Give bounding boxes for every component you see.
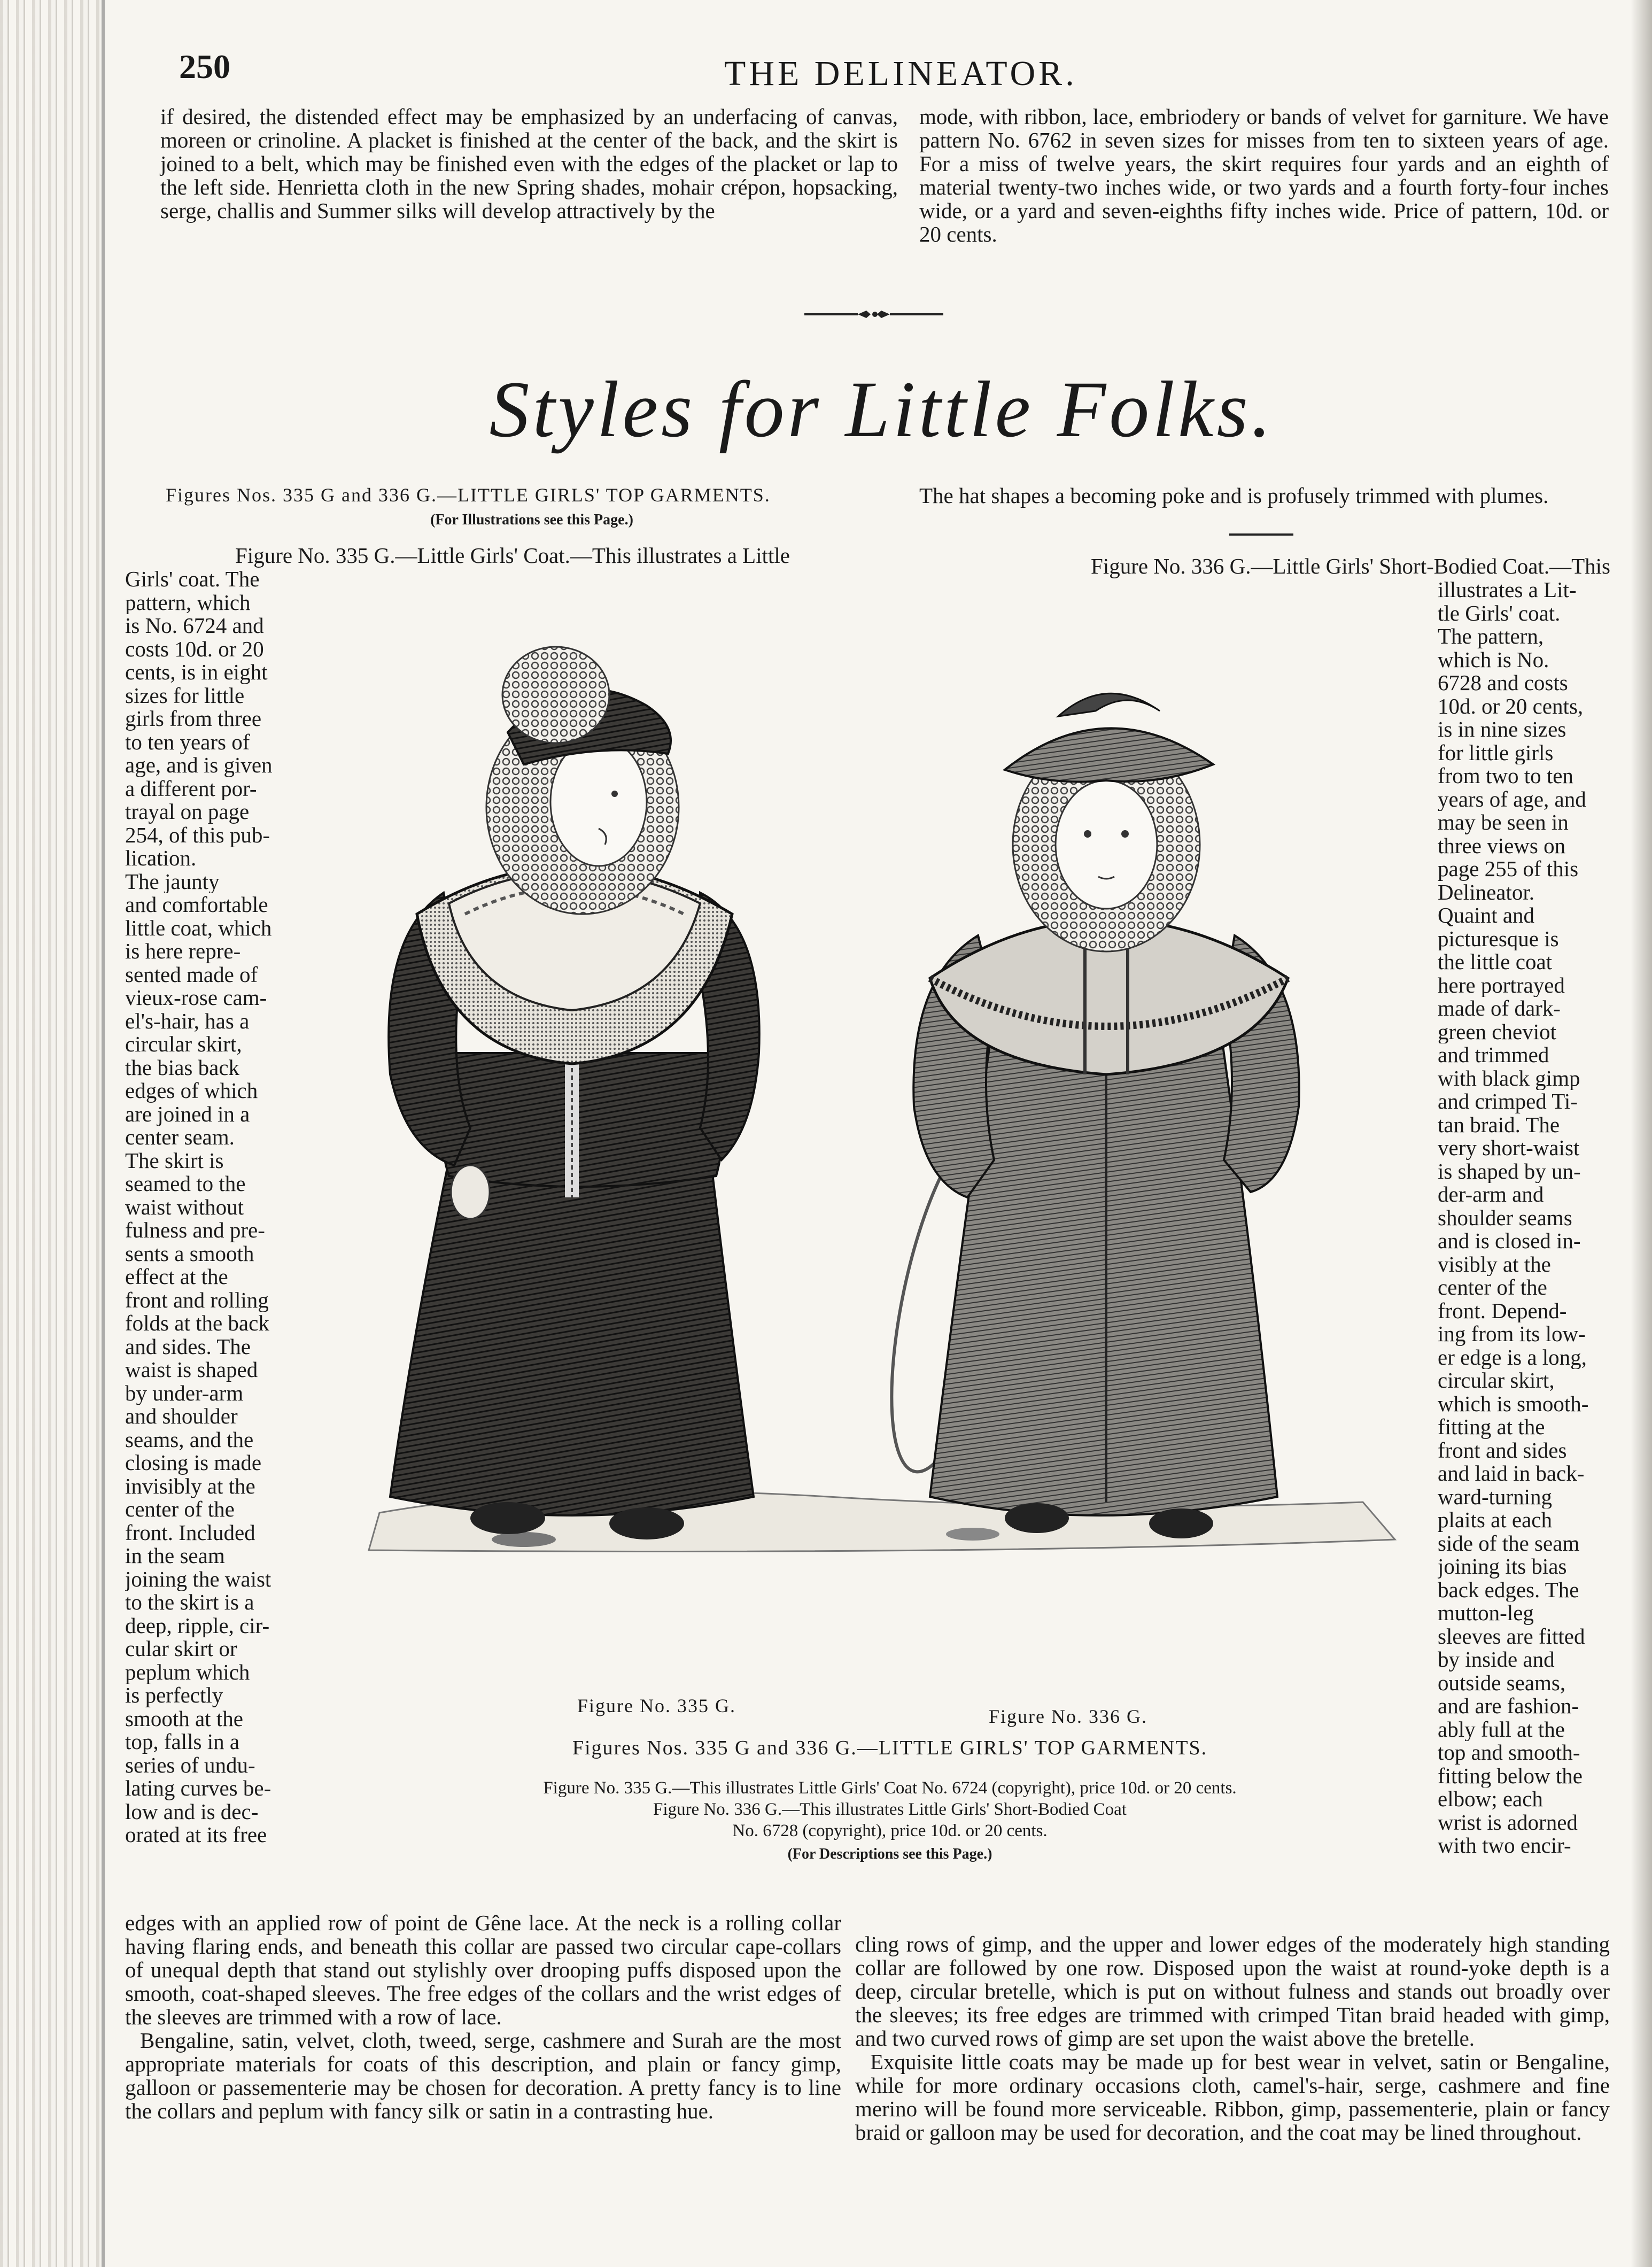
fig336-line: tan braid. The [1438,1113,1560,1136]
figure-336-label: Figure No. 336 G. [989,1706,1147,1727]
fig336-line: fitting at the [1438,1415,1545,1439]
fig335-line: low and is dec- [125,1800,259,1823]
fig336-line: and is closed in- [1438,1229,1581,1253]
fig335-line: girls from three [125,707,262,731]
desc-note: (For Descriptions see this Page.) [787,1846,992,1862]
fig336-line: green cheviot [1438,1020,1556,1043]
figure-335-girl [389,647,759,1539]
fig336-line: the little coat [1438,950,1553,974]
fig336-continuation [855,1932,1610,2144]
fig335-line: fulness and pre- [125,1219,265,1242]
fig335-lead: Figure No. 335 G.—Little Girls' Coat.—This illustrates a Little [235,543,790,568]
publication-title: THE DELINEATOR. [724,54,1077,93]
fig336-line: page 255 of this [1438,857,1579,881]
desc-335: Figure No. 335 G.—This illustrates Little Girls' Coat No. 6724 (copyright), price 10d. or 20 cents. [543,1778,1237,1798]
fig336-line: der-arm and [1438,1183,1544,1206]
fig335-continuation [125,1911,841,2123]
fig335-line: are joined in a [125,1102,250,1126]
fig336-line: tle Girls' coat. [1438,601,1561,625]
fig335-line: top, falls in a [125,1730,240,1754]
fig335-line: and comfortable [125,893,268,917]
fig335-line: invisibly at the [125,1474,255,1498]
right-intro: The hat shapes a becoming poke and is profusely trimmed with plumes. [919,483,1549,508]
girls-coats-engraving [347,593,1432,1598]
left-heading-sub: (For Illustrations see this Page.) [430,512,633,528]
top-left-text: if desired, the distended effect may be emphasized by an underfacing of canvas, moreen or crinoline. A placket is finished at the center of the back, and the skirt is joined to a belt, which may be finished even with the edges of the placket or lap to the left side. Henrietta cloth in the new Spring shades, mohair crépon, hopsacking, serge, challis and Summer silks will develop attractively by the [160,104,898,223]
top-left-column [160,105,898,222]
fig336-line: which is No. [1438,648,1549,671]
fig335-line: seams, and the [125,1428,254,1451]
fig335-line: in the seam [125,1544,225,1568]
fig336-line: 10d. or 20 cents, [1438,694,1584,718]
fig336-line: outside seams, [1438,1671,1566,1695]
fig336-line: and trimmed [1438,1043,1549,1067]
desc-336-a: Figure No. 336 G.—This illustrates Little Girls' Short-Bodied Coat [653,1800,1127,1819]
fig335-narrow-column [125,568,336,1847]
fig336-line: Delineator. [1438,880,1535,904]
fig336-line: picturesque is [1438,927,1559,950]
fig336-line: circular skirt, [1438,1369,1555,1392]
fig336-line: front and sides [1438,1438,1567,1462]
fig336-line: and laid in back- [1438,1462,1585,1485]
fig335-continuation-text: edges with an applied row of point de Gêne lace. At the neck is a rolling collar having flaring ends, and beneath this collar are passed two circular cape-collars of unequal depth that stand out stylishly over drooping puffs disposed upon the smooth, coat-shaped sleeves. The free edges of the collars and the wrist edges of the sleeves are trimmed with a row of lace. [125,1910,841,2029]
fig336-line: side of the seam [1438,1531,1580,1555]
figure-335-label: Figure No. 335 G. [577,1695,736,1716]
fig335-line: lating curves be- [125,1777,272,1800]
fig335-line: little coat, which [125,916,272,940]
illustration-caption: Figures Nos. 335 G and 336 G.—LITTLE GIRLS' TOP GARMENTS. [572,1737,1208,1759]
fig335-line: by under-arm [125,1381,244,1405]
top-right-column [919,105,1609,246]
fig336-line: is shaped by un- [1438,1159,1581,1183]
fig336-narrow-column [1438,578,1610,1858]
fig336-line: which is smooth- [1438,1392,1589,1415]
fig336-line: years of age, and [1438,787,1586,811]
fig336-line: mutton-leg [1438,1601,1534,1625]
fig336-line: sleeves are fitted [1438,1624,1585,1648]
fig336-line: fitting below the [1438,1764,1583,1788]
fig336-line: elbow; each [1438,1788,1543,1811]
illustration-descriptions [347,1777,1432,1865]
page-edge [1631,0,1652,2267]
fig335-line: trayal on page [125,800,250,824]
fig336-line: very short-waist [1438,1136,1580,1160]
short-rule [1229,533,1293,536]
fig336-line: by inside and [1438,1648,1555,1672]
fig335-line: waist is shaped [125,1358,258,1382]
fig336-line: shoulder seams [1438,1206,1572,1229]
fig336-line: The pattern, [1438,625,1544,648]
fig335-line: peplum which [125,1660,250,1684]
fig335-line: series of undu- [125,1753,255,1777]
fig335-line: cular skirt or [125,1637,237,1661]
fig335-line: front and rolling [125,1288,269,1312]
fig335-line: 254, of this pub- [125,823,270,847]
fig335-materials-text: Bengaline, satin, velvet, cloth, tweed, serge, cashmere and Surah are the most appropriate materials for coats of this description, and plain or fancy gimp, galloon or passementerie may be chosen for decoration. A pretty fancy is to line the collars and peplum with fancy silk or satin in a contrasting hue. [125,2028,841,2123]
desc-336-b: No. 6728 (copyright), price 10d. or 20 cents. [732,1821,1048,1840]
fig335-line: front. Included [125,1521,255,1544]
fig335-line: age, and is given [125,754,273,777]
fig335-line: is here repre- [125,940,241,963]
fig335-line: is No. 6724 and [125,614,264,638]
fig336-line: visibly at the [1438,1252,1551,1276]
fig335-line: smooth at the [125,1707,243,1730]
fig335-line: waist without [125,1195,244,1219]
ornament-divider-icon [804,309,943,320]
fig335-line: The skirt is [125,1149,224,1172]
fig336-line: from two to ten [1438,764,1573,788]
fig336-line: 6728 and costs [1438,671,1568,695]
fig336-line: top and smooth- [1438,1741,1580,1765]
fig335-line: joining the waist [125,1567,272,1591]
fig336-line: wrist is adorned [1438,1810,1578,1834]
section-title: Styles for Little Folks. [489,365,1275,454]
fig335-line: to the skirt is a [125,1591,254,1614]
fig335-line: closing is made [125,1451,262,1475]
left-heading [166,484,898,529]
fig336-line: made of dark- [1438,997,1561,1020]
fig336-materials-text: Exquisite little coats may be made up for best wear in velvet, satin or Bengaline, while for more ordinary occasions cloth, camel's-hair, serge, cashmere and fine merino will be found more serviceable. Ribbon, gimp, passementerie, plain or fancy braid or galloon may be used for decoration, and the coat may be lined throughout. [855,2049,1610,2145]
fig335-line: pattern, which [125,591,251,614]
fig335-line: edges of which [125,1079,258,1103]
fig335-line: center of the [125,1498,235,1521]
page-number: 250 [179,48,230,86]
fig335-line: seamed to the [125,1172,246,1196]
top-right-text: mode, with ribbon, lace, embriodery or bands of velvet for garniture. We have pattern No. 6762 in seven sizes for misses from ten to sixteen years of age. For a miss of twelve years, the skirt requires four yards and an eighth of material twenty-two inches wide, or two yards and a fourth forty-four inches wide, or a yard and seven-eighths fifty inches wide. Price of pattern, 10d. or 20 cents. [919,104,1609,246]
fig335-line: costs 10d. or 20 [125,637,264,661]
fig336-line: ing from its low- [1438,1322,1586,1346]
fig336-line: er edge is a long, [1438,1345,1587,1369]
fig335-line: folds at the back [125,1312,269,1335]
fig335-line: to ten years of [125,730,250,754]
fig336-continuation-text: cling rows of gimp, and the upper and lower edges of the moderately high standing collar are followed by one row. Disposed upon the waist at round-yoke depth is a deep, circular bretelle, which is put on without fulness and stands out broadly over the sleeves; its free edges are trimmed with crimped Titan braid headed with gimp, and two curved rows of gimp are set upon the waist above the bretelle. [855,1932,1610,2051]
fig335-line: and shoulder [125,1405,238,1428]
fig335-line: center seam. [125,1126,235,1149]
fig336-line: Quaint and [1438,904,1535,927]
fig335-line: The jaunty [125,870,220,893]
fig336-line: front. Depend- [1438,1299,1567,1322]
fig335-line: a different por- [125,777,257,800]
fig335-line: and sides. The [125,1335,251,1358]
fig336-line: ably full at the [1438,1717,1565,1741]
fig336-line: plaits at each [1438,1508,1553,1532]
fig336-line: is in nine sizes [1438,718,1566,741]
fig336-line: and are fashion- [1438,1695,1579,1718]
fig335-line: orated at its free [125,1823,267,1847]
fig335-line: Girls' coat. The [125,568,260,591]
left-heading-line: Figures Nos. 335 G and 336 G.—LITTLE GIRLS' TOP GARMENTS. [166,484,771,506]
fig336-line: back edges. The [1438,1578,1579,1601]
fig335-line: vieux-rose cam- [125,986,267,1010]
fig335-line: deep, ripple, cir- [125,1614,270,1637]
fig336-lead: Figure No. 336 G.—Little Girls' Short-Bodied Coat.—This [1091,554,1610,578]
fig335-line: cents, is in eight [125,661,268,684]
fig335-line: lication. [125,847,197,870]
fig335-line: effect at the [125,1265,228,1289]
fig335-line: sents a smooth [125,1242,254,1265]
fig336-line: here portrayed [1438,973,1565,997]
figure-336-girl [913,693,1299,1538]
fig336-line: with black gimp [1438,1066,1580,1090]
fig335-line: is perfectly [125,1684,223,1707]
fig335-line: sented made of [125,963,258,986]
ornament-divider [804,309,943,320]
fig336-line: ward-turning [1438,1485,1553,1508]
book-binding-gutter [0,0,102,2267]
fig336-line: three views on [1438,834,1566,857]
fig336-line: center of the [1438,1276,1547,1299]
fig335-line: el's-hair, has a [125,1009,250,1033]
fig336-line: joining its bias [1438,1555,1567,1579]
fig336-line: with two encir- [1438,1834,1571,1858]
fig336-line: may be seen in [1438,811,1569,834]
fig336-line: illustrates a Lit- [1438,578,1577,602]
fig335-line: circular skirt, [125,1033,242,1056]
fig336-line: and crimped Ti- [1438,1090,1578,1113]
fashion-illustration [347,593,1432,1598]
fig336-line: for little girls [1438,741,1554,764]
fig335-line: sizes for little [125,684,245,707]
fig335-line: the bias back [125,1056,240,1079]
